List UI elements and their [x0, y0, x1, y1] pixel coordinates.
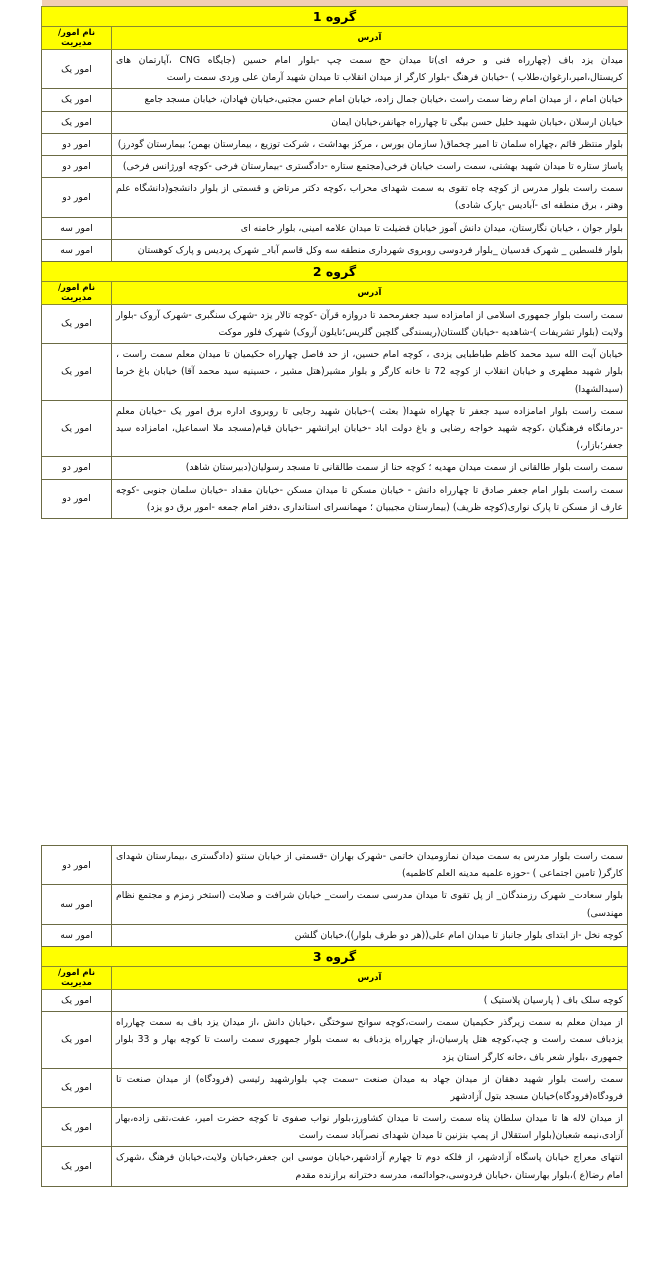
table-block-top — [42, 6, 628, 519]
cell-unit-name: امور یک — [42, 344, 112, 401]
cell-address: بلوار سعادت_ شهرک رزمندگان_ از پل تقوی تا میدان مدرسی سمت راست_ خیابان شرافت و صلابت (استخر زمزم و مجتمع نظام مهندسی) — [112, 885, 628, 924]
cell-unit-name: امور یک — [42, 1147, 112, 1186]
cell-address: کوچه سلک باف ( پارسیان پلاستیک ) — [112, 989, 628, 1011]
cell-unit-name: امور یک — [42, 111, 112, 133]
table-row — [42, 1012, 628, 1069]
cell-address: خیابان امام ، از میدان امام رضا سمت راست ،خیابان جمال زاده، خیابان امام حسن مجتبی،خیابان فهادان، خیابان مسجد جامع — [112, 89, 628, 111]
table-row — [42, 400, 628, 457]
cell-address: سمت راست بلوار شهید دهقان از میدان جهاد به میدان صنعت -سمت چپ بلوارشهید رئیسی (فرودگاه) از میدان صنعت تا فرودگاه(فرودگاه)خیابان مسجد بتول آزادشهر — [112, 1068, 628, 1107]
cell-unit-name: امور سه — [42, 239, 112, 261]
cell-unit-name: امور یک — [42, 1068, 112, 1107]
cell-address: خیابان ارسلان ،خیابان شهید خلیل حسن بیگی تا چهارراه جهانفر،خیابان ایمان — [112, 111, 628, 133]
cell-address: سمت راست بلوار مدرس به سمت میدان نمازومیدان خاتمی -شهرک بهاران -قسمتی از خیابان سنتو (دادگستری ،بیمارستان شهدای کارگر( تامین اجتماعی ) -حوزه علمیه مدینه العلم کاظمیه) — [112, 846, 628, 885]
table-row — [42, 111, 628, 133]
group-title: گروه 3 — [42, 946, 628, 966]
cell-unit-name: امور دو — [42, 155, 112, 177]
cell-unit-name: امور یک — [42, 1012, 112, 1069]
table-row — [42, 924, 628, 946]
cell-address: از میدان معلم به سمت زیرگذر حکیمیان سمت راست،کوچه سوانح سوختگی ،خیابان دانش ،از میدان یزد باف به سمت چهارراه یزدباف سمت راست و چپ،کوچه هتل پارسیان،از چهارراه یزدباف به سمت بلوار جمهوری سمت راست تا کوچه بهار و 33 بلوار جمهوری ،بلوار شعر باف ،خانه کارگر استان یزد — [112, 1012, 628, 1069]
column-header-name: نام امور/مدیریت — [42, 27, 112, 50]
table-block-bottom — [42, 845, 628, 1187]
cell-address: میدان یزد باف (چهارراه فنی و حرفه ای)تا میدان حج سمت چپ -بلوار امام حسین (جایگاه CNG ،آپارتمان های کریستال،امیر،ارغوان،طلاب ) -خیابان فرهنگ -بلوار کارگر از میدان انقلاب تا میدان شهید آرمان علی وردی سمت راست — [112, 50, 628, 89]
table-body-bottom — [42, 846, 628, 1187]
cell-address: بلوار منتظر قائم ،چهاراه سلمان تا امیر چخماق( سازمان بورس ، مرکز بهداشت ، شرکت توزیع ، بیمارستان بهمن؛ بیمارستان گودرز) — [112, 133, 628, 155]
cell-address: سمت راست بلوار امام جعفر صادق تا چهارراه دانش - خیابان مسکن تا میدان مسکن -خیابان مقداد -خیابان سلمان جنوبی -کوچه عارف از مسکن تا پارک نواری(کوچه ظریف) (بیمارستان مجیبیان ؛ مهمانسرای استانداری ،دفتر امام جمعه -امور برق دو یزد) — [112, 479, 628, 518]
cell-unit-name: امور دو — [42, 479, 112, 518]
column-header-name: نام امور/مدیریت — [42, 281, 112, 304]
table-row — [42, 155, 628, 177]
cell-unit-name: امور دو — [42, 178, 112, 217]
cell-address: سمت راست بلوار جمهوری اسلامی از امامزاده سید جعفرمحمد تا دروازه قرآن -کوچه تالار یزد -شهرک سنگبری -شهرک آروک -بلوار ولایت (بلوار تشریفات )-شاهدیه -خیابان گلستان(ریسندگی گلچین گلریس؛نایلون آروک) شهرک فلور موکت — [112, 304, 628, 343]
cell-address: بلوار فلسطین _ شهرک قدسیان _بلوار فردوسی روبروی شهرداری منطقه سه وکل قاسم آباد_ شهرک پردیس و پارک کوهستان — [112, 239, 628, 261]
table-row — [42, 50, 628, 89]
cell-unit-name: امور دو — [42, 133, 112, 155]
cell-unit-name: امور یک — [42, 989, 112, 1011]
table-row — [42, 989, 628, 1011]
cell-address: پاساژ ستاره تا میدان شهید بهشتی، سمت راست خیابان فرخی(مجتمع ستاره -دادگستری -بیمارستان فرخی -کوچه اورژانس فرخی) — [112, 155, 628, 177]
table-row — [42, 457, 628, 479]
address-table-top — [41, 6, 628, 519]
cell-unit-name: امور یک — [42, 1108, 112, 1147]
column-header-name: نام امور/مدیریت — [42, 966, 112, 989]
table-row — [42, 178, 628, 217]
table-row — [42, 133, 628, 155]
cell-address: انتهای معراج خیابان پاسگاه آزادشهر، از فلکه دوم تا چهارم آزادشهر،خیابان موسی ابن جعفر،خیابان ولایت،خیابان فرهنگ ،شهرک امام رضا(ع )،بلوار بهارستان ،خیابان فردوسی،جوادائمه، مدرسه دخترانه برازنده مقدم — [112, 1147, 628, 1186]
column-header-row — [42, 27, 628, 50]
cell-address: سمت راست بلوار طالقانی از سمت میدان مهدیه ؛ کوچه حنا از سمت طالقانی تا مسجد رسولیان(دبیرستان شاهد) — [112, 457, 628, 479]
address-table-bottom — [41, 845, 628, 1187]
table-row — [42, 344, 628, 401]
table-row — [42, 846, 628, 885]
cell-unit-name: امور یک — [42, 304, 112, 343]
cell-address: سمت راست بلوار امامزاده سید جعفر تا چهاراه شهدا( بعثت )-خیابان شهید رجایی تا روبروی اداره برق امور یک -خیابان معلم -درمانگاه فرهنگیان ،کوچه شهید خواجه رضایی و باغ دولت اباد -خیابان ایرانشهر -خیابان قیام(مسجد ملا اسماعیل، امامزاده سید جعفر؛بازار،) — [112, 400, 628, 457]
cell-address: بلوار جوان ، خیابان نگارستان، میدان دانش آموز خیابان فضیلت تا میدان علامه امینی، بلوار خامنه ای — [112, 217, 628, 239]
table-body-top — [42, 7, 628, 519]
cell-unit-name: امور سه — [42, 885, 112, 924]
cell-address: سمت راست بلوار مدرس از کوچه چاه تقوی به سمت شهدای محراب ،کوچه دکتر مرتاض و قسمتی از بلوار دانشجو(دانشگاه علم وهنر ، برق منطقه ای -آبادیس -پارک شادی) — [112, 178, 628, 217]
cell-unit-name: امور یک — [42, 89, 112, 111]
column-header-row — [42, 281, 628, 304]
cell-unit-name: امور یک — [42, 400, 112, 457]
group-title: گروه 2 — [42, 261, 628, 281]
group-title-row — [42, 7, 628, 27]
cell-unit-name: امور دو — [42, 846, 112, 885]
table-row — [42, 89, 628, 111]
cell-address: خیابان آیت الله سید محمد کاظم طباطبایی یزدی ، کوچه امام حسین، از حد فاصل چهارراه حکیمیان تا میدان معلم سمت راست ، بلوار شهید مطهری و خیابان انقلاب از کوچه 72 تا خانه کارگر و بلوار مشیر(هتل مشیر ، حسینیه سید محمد آقا) خیابان باغ خرما (سیدالشهدا) — [112, 344, 628, 401]
cell-unit-name: امور دو — [42, 457, 112, 479]
table-row — [42, 217, 628, 239]
table-row — [42, 479, 628, 518]
table-row — [42, 885, 628, 924]
table-row — [42, 1108, 628, 1147]
table-row — [42, 1147, 628, 1186]
table-row — [42, 1068, 628, 1107]
group-title: گروه 1 — [42, 7, 628, 27]
group-title-row — [42, 261, 628, 281]
column-header-address: آدرس — [112, 27, 628, 50]
cell-unit-name: امور سه — [42, 217, 112, 239]
cell-unit-name: امور یک — [42, 50, 112, 89]
column-header-row — [42, 966, 628, 989]
column-header-address: آدرس — [112, 966, 628, 989]
group-title-row — [42, 946, 628, 966]
table-row — [42, 304, 628, 343]
table-row — [42, 239, 628, 261]
cell-address: کوچه نخل -از ابتدای بلوار جانباز تا میدان امام علی((هر دو طرف بلوار))،خیابان گلشن — [112, 924, 628, 946]
column-header-address: آدرس — [112, 281, 628, 304]
cell-address: از میدان لاله ها تا میدان سلطان پناه سمت راست تا میدان کشاورز،بلوار نواب صفوی تا کوچه حضرت امیر، عفت،تقی زاده،بهار آزادی،نیمه شعبان(بلوار استقلال از پمپ بنزنین تا میدان شهدای نصرآباد سمت راست — [112, 1108, 628, 1147]
cell-unit-name: امور سه — [42, 924, 112, 946]
